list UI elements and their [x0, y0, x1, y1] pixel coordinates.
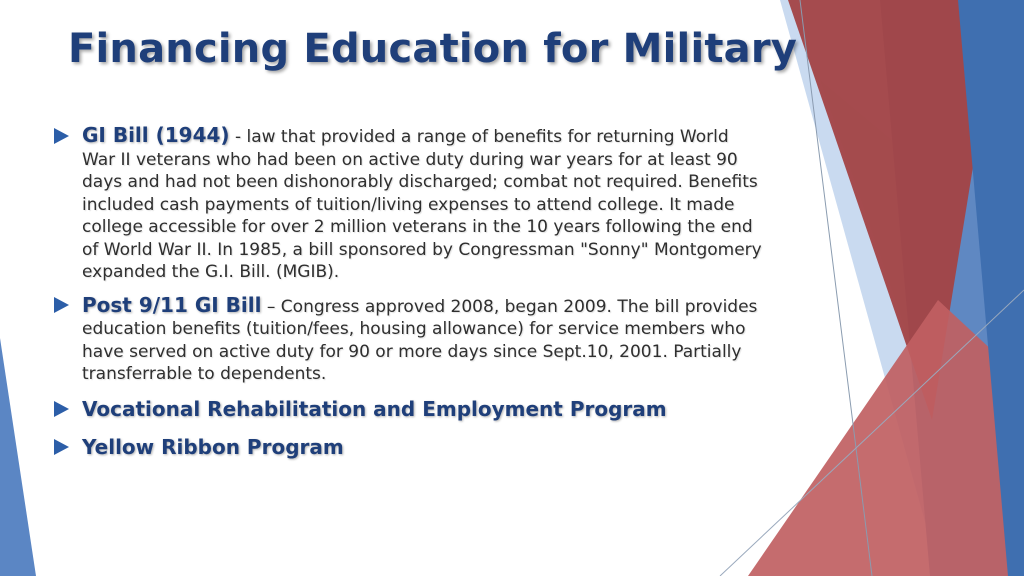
- bullet-item-gi-bill: [50, 124, 762, 284]
- bullet-item-post-911: [50, 294, 762, 386]
- left-blue-wedge: [0, 338, 36, 576]
- bullet-item-yellow-ribbon: [50, 432, 762, 464]
- bullet-item-vocational: [50, 394, 762, 426]
- bullet-arrow-icon: [54, 297, 69, 313]
- bullet-list: [50, 124, 762, 470]
- bullet-heading: Vocational Rehabilitation and Employment Program: [82, 396, 667, 421]
- bullet-arrow-icon: [54, 439, 69, 455]
- bullet-heading: GI Bill (1944): [82, 123, 230, 147]
- bullet-arrow-icon: [54, 401, 69, 417]
- bullet-text: – Congress approved 2008, began 2009. The bill provides education benefits (tuition/fees, housing allowance) for service members who have served on active duty for 90 or more days since Sept.10, 2001. Partially transferrable to dependents.: [82, 296, 758, 384]
- bullet-text: - law that provided a range of benefits for returning World War II veterans who had been on active duty during war years for at least 90 days and had not been dishonorably discharged; combat not required. Benefits included cash payments of tuition/living expenses to attend college. It made college accessible for over 2 million veterans in the 10 years following the end of World War II. In 1985, a bill sponsored by Congressman "Sonny" Montgomery expanded the G.I. Bill. (MGIB).: [82, 127, 762, 282]
- bullet-heading: Post 9/11 GI Bill: [82, 292, 262, 317]
- slide-title: Financing Education for Military: [68, 26, 798, 72]
- bullet-heading: Yellow Ribbon Program: [82, 434, 344, 459]
- bullet-arrow-icon: [54, 128, 69, 144]
